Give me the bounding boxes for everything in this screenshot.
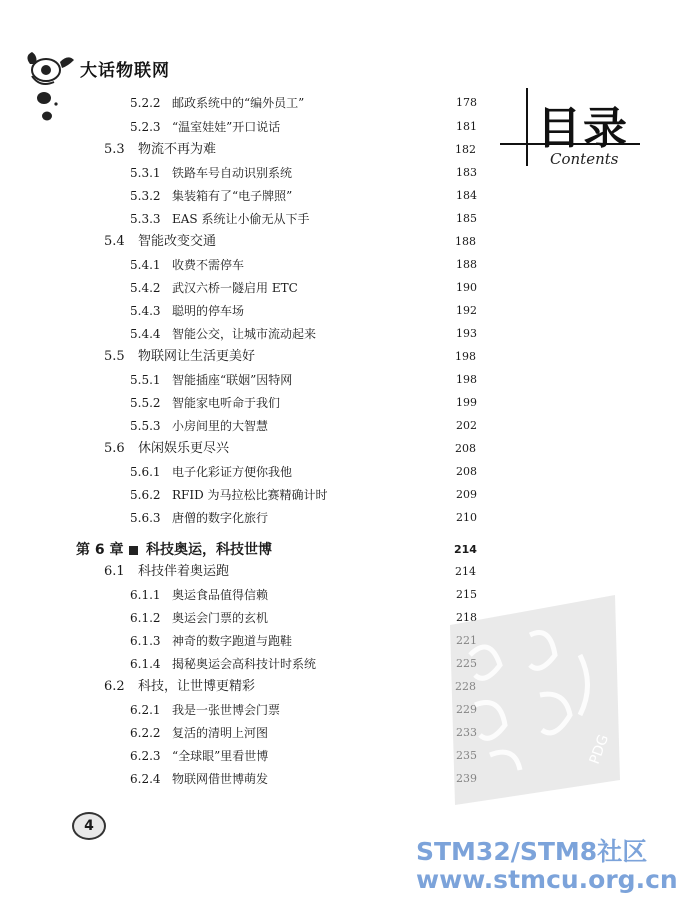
- toc-chapter-row: [76, 539, 520, 561]
- toc-entry-number: 5.3.1: [130, 166, 161, 180]
- toc-entry-number: 5.5.1: [130, 373, 161, 387]
- watermark-line-2: www.stmcu.org.cn: [416, 865, 678, 894]
- toc-entry-page: 214: [455, 565, 476, 578]
- toc-entry-number: 5.4.4: [130, 327, 161, 341]
- toc-entry-title: RFID 为马拉松比赛精确计时: [172, 488, 328, 502]
- toc-entry-number: 5.4.2: [130, 281, 161, 295]
- toc-entry-page: 178: [456, 96, 477, 109]
- toc-subsection-row: [130, 277, 520, 299]
- page-number: 4: [72, 812, 106, 840]
- toc-entry-number: 6.1.2: [130, 611, 161, 625]
- toc-entry-title: 揭秘奥运会高科技计时系统: [172, 657, 317, 671]
- toc-entry-title: 奥运食品值得信赖: [172, 588, 269, 602]
- toc-subsection-row: [130, 300, 520, 322]
- toc-subsection-row: [130, 461, 520, 483]
- toc-entry-page: 192: [456, 304, 477, 317]
- toc-entry-page: 188: [455, 235, 476, 248]
- toc-entry-page: 182: [455, 143, 476, 156]
- toc-entry-number: 6.2: [104, 679, 125, 694]
- toc-subsection-row: [130, 92, 520, 114]
- toc-entry-title: 智能改变交通: [138, 234, 217, 249]
- toc-entry-page: 188: [456, 258, 477, 271]
- toc-entry-page: 198: [456, 373, 477, 386]
- toc-entry-title: 智能家电听命于我们: [172, 396, 281, 410]
- toc-section-row: [104, 561, 520, 583]
- toc-entry-title: 我是一张世博会门票: [172, 703, 281, 717]
- toc-title: 目录: [537, 103, 629, 154]
- toc-entry-title: 聪明的停车场: [172, 304, 245, 318]
- toc-entry-number: 6.1.3: [130, 634, 161, 648]
- toc-entry-number: 5.5.3: [130, 419, 161, 433]
- toc-entry-number: 5.6.3: [130, 511, 161, 525]
- toc-entry-title: 物联网让生活更美好: [138, 349, 256, 364]
- toc-entry-number: 5.4.1: [130, 258, 161, 272]
- toc-subsection-row: [130, 116, 520, 138]
- toc-entry-title: 物联网借世博萌发: [172, 772, 269, 786]
- toc-entry-page: 202: [456, 419, 477, 432]
- toc-entry-number: 5.6.1: [130, 465, 161, 479]
- toc-subtitle: Contents: [550, 150, 619, 168]
- toc-entry-number: 5.6: [104, 441, 125, 456]
- toc-entry-title: 邮政系统中的“编外员工”: [172, 96, 305, 110]
- toc-entry-number: 6.2.3: [130, 749, 161, 763]
- stamp-text: PDG: [586, 732, 613, 767]
- toc-entry-number: 6.1: [104, 564, 125, 579]
- toc-subsection-row: [130, 208, 520, 230]
- toc-entry-page: 181: [456, 120, 477, 133]
- toc-entry-title: EAS 系统让小偷无从下手: [172, 212, 310, 226]
- toc-subsection-row: [130, 162, 520, 184]
- toc-entry-page: 214: [454, 543, 477, 556]
- toc-entry-page: 218: [456, 611, 477, 624]
- toc-entry-title: 铁路车号自动识别系统: [172, 166, 293, 180]
- toc-entry-number: 5.2.3: [130, 120, 161, 134]
- toc-entry-page: 184: [456, 189, 477, 202]
- toc-entry-title: 小房间里的大智慧: [172, 419, 269, 433]
- toc-entry-title: 科技，让世博更精彩: [138, 679, 256, 694]
- toc-entry-title: 唐僧的数字化旅行: [172, 511, 269, 525]
- toc-entry-title: 电子化彩证方便你我他: [172, 465, 293, 479]
- library-seal-icon: [430, 595, 630, 805]
- toc-entry-title: 神奇的数字跑道与跑鞋: [172, 634, 293, 648]
- watermark-line-1: STM32/STM8社区: [416, 837, 648, 866]
- toc-entry-page: 210: [456, 511, 477, 524]
- chapter-square-icon: [129, 546, 138, 555]
- toc-entry-page: 193: [456, 327, 477, 340]
- toc-entry-page: 208: [456, 465, 477, 478]
- toc-subsection-row: [130, 392, 520, 414]
- toc-entry-page: 215: [456, 588, 477, 601]
- toc-entry-number: 5.6.2: [130, 488, 161, 502]
- toc-entry-number: 5.4.3: [130, 304, 161, 318]
- toc-entry-number: 6.1.4: [130, 657, 161, 671]
- toc-entry-page: 198: [455, 350, 476, 363]
- toc-entry-number: 6.2.4: [130, 772, 161, 786]
- toc-entry-title: 休闲娱乐更尽兴: [138, 441, 230, 456]
- toc-entry-title: 科技伴着奥运跑: [138, 564, 230, 579]
- toc-subsection-row: [130, 415, 520, 437]
- toc-section-row: [104, 438, 520, 460]
- toc-entry-number: 5.3.3: [130, 212, 161, 226]
- toc-entry-title: “全球眼”里看世博: [172, 749, 269, 763]
- toc-entry-title: 集装箱有了“电子牌照”: [172, 189, 293, 203]
- toc-entry-title: 科技奥运，科技世博: [146, 542, 272, 558]
- book-title: 大话物联网: [80, 61, 170, 81]
- toc-entry-page: 185: [456, 212, 477, 225]
- toc-entry-number: 6.1.1: [130, 588, 161, 602]
- toc-entry-number: 5.3.2: [130, 189, 161, 203]
- toc-entry-number: 6.2.1: [130, 703, 161, 717]
- toc-entry-number: 5.5.2: [130, 396, 161, 410]
- toc-entry-number: 6.2.2: [130, 726, 161, 740]
- toc-entry-number: 5.3: [104, 142, 125, 157]
- toc-subsection-row: [130, 507, 520, 529]
- toc-section-row: [104, 231, 520, 253]
- toc-entry-page: 209: [456, 488, 477, 501]
- toc-subsection-row: [130, 323, 520, 345]
- toc-entry-title: “温室娃娃”开口说话: [172, 120, 281, 134]
- toc-entry-title: 复活的清明上河图: [172, 726, 269, 740]
- toc-entry-number: 5.2.2: [130, 96, 161, 110]
- toc-entry-title: 武汉六桥一隧启用 ETC: [172, 281, 298, 295]
- toc-entry-number: 5.5: [104, 349, 125, 364]
- toc-entry-page: 183: [456, 166, 477, 179]
- toc-subsection-row: [130, 484, 520, 506]
- toc-subsection-row: [130, 185, 520, 207]
- toc-entry-number: 第 6 章: [76, 542, 124, 558]
- toc-section-row: [104, 139, 520, 161]
- toc-entry-number: 5.4: [104, 234, 125, 249]
- toc-entry-title: 智能插座“联姻”因特网: [172, 373, 293, 387]
- toc-entry-page: 199: [456, 396, 477, 409]
- site-watermark: [416, 838, 678, 894]
- toc-section-row: [104, 346, 520, 368]
- toc-subsection-row: [130, 254, 520, 276]
- toc-entry-page: 208: [455, 442, 476, 455]
- toc-entry-title: 智能公交，让城市流动起来: [172, 327, 317, 341]
- toc-entry-title: 奥运会门票的玄机: [172, 611, 269, 625]
- toc-entry-title: 物流不再为难: [138, 142, 217, 157]
- toc-entry-title: 收费不需停车: [172, 258, 245, 272]
- toc-entry-page: 190: [456, 281, 477, 294]
- toc-subsection-row: [130, 369, 520, 391]
